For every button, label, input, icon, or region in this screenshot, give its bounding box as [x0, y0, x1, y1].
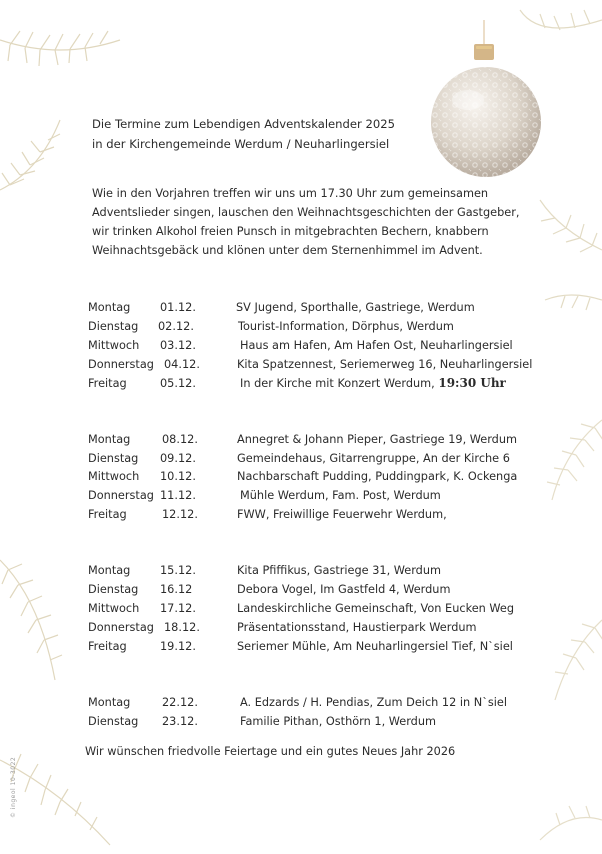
- day-label: Montag: [88, 433, 131, 446]
- day-label: Mittwoch: [88, 339, 140, 352]
- day-label: Dienstag: [88, 452, 139, 465]
- day-label: Dienstag: [88, 583, 139, 596]
- date-label: 12.12.: [162, 508, 198, 521]
- date-label: 05.12.: [160, 377, 196, 390]
- intro-paragraph: Wie in den Vorjahren treffen wir uns um 17.30 Uhr zum gemeinsamen Adventslieder singen, lauschen den Weihnachtsgeschichten der Gastgeber, wir trinken Alkohol freien Punsch in mitgebrachten Bechern, knabbern Weihnachtsgebäck und klönen unter dem Sternenhimmel im Advent.: [92, 187, 520, 257]
- closing-greeting: Wir wünschen friedvolle Feiertage und ein gutes Neues Jahr 2026: [85, 745, 456, 758]
- event-label: Landeskirchliche Gemeinschaft, Von Eucken Weg: [237, 602, 515, 615]
- day-label: Dienstag: [88, 715, 139, 728]
- day-label: Dienstag: [88, 320, 139, 333]
- date-label: 23.12.: [162, 715, 198, 728]
- ornament-icon: [431, 20, 541, 177]
- day-label: Mittwoch: [88, 602, 140, 615]
- day-label: Donnerstag: [88, 358, 154, 371]
- day-label: Montag: [88, 301, 131, 314]
- date-label: 02.12.: [158, 320, 194, 333]
- date-label: 03.12.: [160, 339, 196, 352]
- event-label: Kita Spatzennest, Seriemerweg 16, Neuharlingersiel: [237, 358, 533, 371]
- day-label: Montag: [88, 564, 131, 577]
- date-label: 17.12.: [160, 602, 196, 615]
- event-label: Gemeindehaus, Gitarrengruppe, An der Kirche 6: [237, 452, 510, 465]
- date-label: 04.12.: [164, 358, 200, 371]
- event-label: Mühle Werdum, Fam. Post, Werdum: [240, 489, 441, 502]
- date-label: 19.12.: [160, 640, 196, 653]
- title-line-2: in der Kirchengemeinde Werdum / Neuharlingersiel: [92, 137, 390, 151]
- day-label: Freitag: [88, 377, 127, 390]
- copyright-stamp: © ingeol 10-3022: [10, 756, 17, 818]
- event-label: Haus am Hafen, Am Hafen Ost, Neuharlingersiel: [240, 339, 513, 352]
- event-label: Annegret & Johann Pieper, Gastriege 19, Werdum: [237, 433, 518, 446]
- event-label: Familie Pithan, Osthörn 1, Werdum: [240, 715, 436, 728]
- event-label: Präsentationsstand, Haustierpark Werdum: [237, 621, 477, 634]
- date-label: 09.12.: [160, 452, 196, 465]
- day-label: Freitag: [88, 508, 127, 521]
- date-label: 01.12.: [160, 301, 196, 314]
- event-label: Debora Vogel, Im Gastfeld 4, Werdum: [237, 583, 451, 596]
- day-label: Mittwoch: [88, 470, 140, 483]
- event-label: Seriemer Mühle, Am Neuharlingersiel Tief, N`siel: [237, 640, 513, 653]
- title-line-1: Die Termine zum Lebendigen Adventskalender 2025: [92, 117, 395, 131]
- event-label: A. Edzards / H. Pendias, Zum Deich 12 in N`siel: [240, 696, 507, 709]
- day-label: Montag: [88, 696, 131, 709]
- event-text: In der Kirche mit Konzert Werdum,: [240, 377, 435, 390]
- day-label: Donnerstag: [88, 621, 154, 634]
- date-label: 10.12.: [160, 470, 196, 483]
- event-label: Tourist-Information, Dörphus, Werdum: [238, 320, 454, 333]
- date-label: 18.12.: [164, 621, 200, 634]
- date-label: 08.12.: [162, 433, 198, 446]
- event-label: Nachbarschaft Pudding, Puddingpark, K. Ockenga: [237, 470, 518, 483]
- event-label: [240, 374, 506, 393]
- event-label: FWW, Freiwillige Feuerwehr Werdum,: [237, 508, 447, 521]
- date-label: 16.12: [160, 583, 193, 596]
- event-time: 19:30 Uhr: [438, 376, 506, 390]
- day-label: Donnerstag: [88, 489, 154, 502]
- date-label: 15.12.: [160, 564, 196, 577]
- event-label: SV Jugend, Sporthalle, Gastriege, Werdum: [236, 301, 475, 314]
- day-label: Freitag: [88, 640, 127, 653]
- date-label: 22.12.: [162, 696, 198, 709]
- event-label: Kita Pfiffikus, Gastriege 31, Werdum: [237, 564, 441, 577]
- flyer-title: [92, 114, 395, 154]
- date-label: 11.12.: [160, 489, 196, 502]
